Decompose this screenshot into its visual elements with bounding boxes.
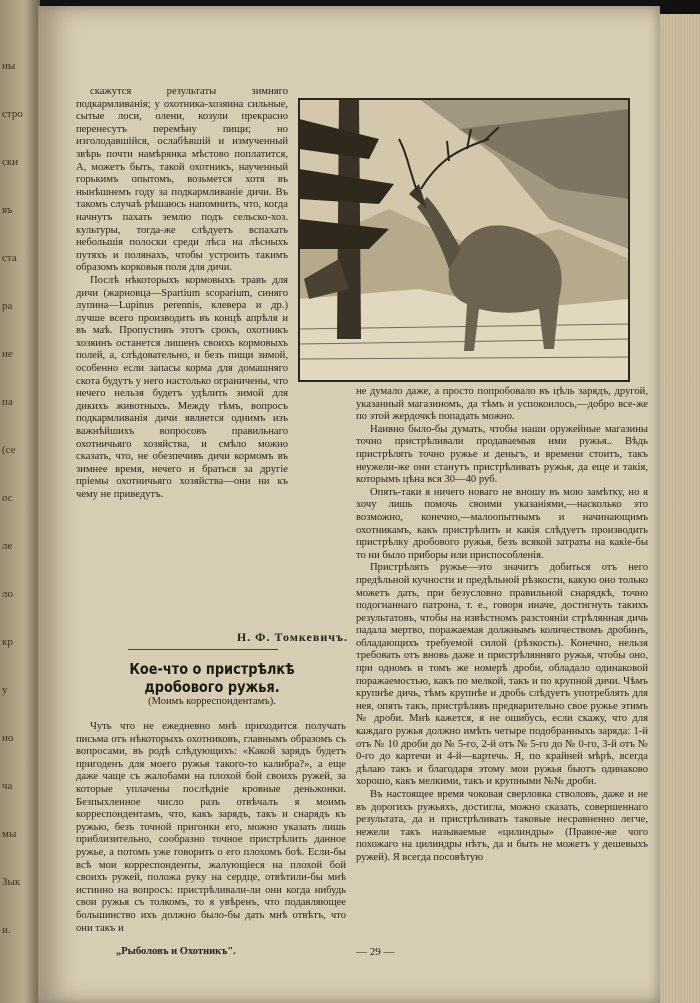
paragraph: Послѣ нѣкоторыхъ кормовыхъ травъ для дичи (жарновца—Spartium scoparium, синяго лупина—Lupinus perennis, клевера и др.) лучше всего производить въ концѣ апрѣля и въ маѣ. Пропустивъ этотъ срокъ, охотникъ хозяинъ останется лишенъ своихъ кормовыхъ полей, а, слѣдовательно, и безъ пищи зимой, особенно если запасы корма для домашняго скота будутъ у него настолько ограничены, что нечего нельзя будетъ удѣлить зимой для дикихъ животныхъ. Между тѣмъ, вопросъ подкармливанія дичи является однимъ изъ важнѣйшихъ вопросовъ правильнаго охотничьяго хозяйства, и смѣло можно сказать, что, не обезпечивъ дичи кормомъ въ зимнее время, нечего и браться за другіе пріемы охотничьяго хозяйства—они ни къ чему не приведутъ. (76, 274, 288, 500)
previous-page-fragment: не (2, 348, 13, 360)
previous-page-fragment: но (2, 732, 14, 744)
previous-page-fragment: ле (2, 540, 13, 552)
section-divider (128, 649, 278, 650)
previous-page-edge (0, 0, 40, 1003)
stag-engraving-image (299, 99, 629, 381)
article-title: Кое-что о пристрѣлкѣ дробового ружья. (129, 660, 295, 696)
article-right-column (356, 386, 648, 865)
previous-page-fragment: (се (2, 444, 16, 456)
previous-page-fragment: ски (2, 156, 19, 168)
journal-name-footer: „Рыболовъ и Охотникъ". (116, 946, 236, 957)
previous-page-fragment: ло (2, 588, 13, 600)
previous-page-fragment: у (2, 684, 8, 696)
previous-page-fragment: и. (2, 924, 11, 936)
paragraph: Чуть что не ежедневно мнѣ приходится получать письма отъ нѣкоторыхъ охотниковъ, главнымъ образомъ съ вопросами, въ родѣ слѣдующихъ: «Какой зарядъ будетъ пригоденъ для моего ружья такого-то калибра?», а еще даже чаще съ жалобами на плохой бой своихъ ружей, за которые уплачены послѣдніе кровные деньжонки. Безпыхленное число разъ отвѣчалъ я моимъ корреспондентамъ, что, какъ зарядъ, такъ и снарядъ къ ружью, безъ точной пригонки его, можно указать лишь приблизительно, сообразно точное пристрѣлить данное ружье, а потомъ уже говорить о его плохомъ боѣ. Если-бы всѣ мои корреспонденты, жалующіеся на плохой бой своихъ ружей, положа руку на сердце, отвѣтили-бы мнѣ истинно на вопросъ: пристрѣливали-ли они когда нибудь свои ружья съ толкомъ, то я увѣренъ, что подавляющее большинство ихъ должно было-бы дать мнѣ отвѣтъ, что они такъ и (76, 721, 346, 934)
previous-page-fragment: ста (2, 252, 17, 264)
previous-page-fragment: па (2, 396, 13, 408)
previous-page-fragment: въ (2, 204, 13, 216)
previous-page-fragment: кр (2, 636, 13, 648)
previous-page-fragment: стро (2, 108, 23, 120)
previous-page-fragment: ра (2, 300, 13, 312)
previous-page-fragment: ос (2, 492, 13, 504)
previous-page-fragment: ны (2, 60, 16, 72)
article-byline: (Моимъ корреспондентамъ). (148, 696, 276, 707)
previous-page-fragment: мы (2, 828, 17, 840)
page-number: — 29 — (356, 946, 395, 958)
journal-page (38, 6, 660, 1003)
previous-page-fragment: Зык (2, 876, 21, 888)
previous-page-fragment: ча (2, 780, 13, 792)
paragraph: не думало даже, а просто попробовало въ цѣль зарядъ, другой, указанный магазиномъ, да тѣмъ и успокоилось,—добро все-же по этой жердочкѣ попадать можно. (356, 386, 648, 423)
page-stack-edge (656, 14, 700, 1003)
paragraph: скажутся результаты зимняго подкармливанія; у охотника-хозяина сильные, сытые лоси, олени, козули прекрасно перенесутъ перемѣну пищи; но изголодавшійся, ослабѣвшій и измученный звѣрь почти намѣрянка мѣстово поплатится, А, можетъ быть, такой охотникъ, наученный горькимъ опытомъ, возьмется хотя въ нынѣшнемъ году за подкармливаніе дичи. Въ такомъ случаѣ рѣшаюсь напомнить, что, когда начнутъ пахать землю подъ сельско-хоз. культуры, тогда-же слѣдуетъ вспахать небольшія полоски среди лѣса на лѣсныхъ путяхъ и полянахъ, чтобы устроить такимъ образомъ корковыя поля для дичи. (76, 86, 288, 274)
article-left-column (76, 721, 346, 935)
left-column-continuation (76, 86, 288, 502)
paragraph: Опять-таки я ничего новаго не вношу въ мою замѣтку, но я хочу лишь помочь своими указаніями,—насколько это возможно, конечно,—малоопытнымъ и начинающимъ охотникамъ, какъ пристрѣлить и какія слѣдуетъ производить пристрѣлку дробового ружья, безъ всякой затраты на какіе-бы то ни было приборы или приспособленія. (356, 486, 648, 561)
paragraph: Въ настоящее время чоковая сверловка стволовъ, даже и не въ дорогихъ ружьяхъ, достигла, можно сказать, совершеннаго результата, да и пристрѣливать таковые несравненно легче, нежели такъ называемые «цилиндры» (Правое-же чого похожаго на цилиндры нѣтъ, да и быть не можетъ у дешевыхъ ружей). Я всегда посовѣтую (356, 789, 648, 863)
paragraph: Пристрѣлять ружье—это значитъ добиться отъ него предѣльной кучности и предѣльной рѣзкости, какую оно только можетъ дать, при безусловно правильной снарядкѣ, точно подогнаннаго патрона, т. е., говоря иначе, достигнуть такихъ результатовъ, чтобы на извѣстномъ разстояніи стрѣлянная дичь падала мертво, поражаемая должнымъ количествомъ дробинъ, обладающихъ требуемой силой (рѣзкость). Конечно, нельзя требовать отъ вновь даже и пристрѣлянняго ружья, чтобы оно, при одномъ и томъ же номерѣ дроби, обладало одинаковой поражаемостью, какъ по мелкой, такъ и по крупной дичи. Чѣмъ крупнѣе дичь, тѣмъ крупнѣе и дробь слѣдуетъ употреблять для нея, опять такъ, пристрѣлявъ предварительно свое ружье этимъ № дроби. Мнѣ кажется, я не ошибусь, если скажу, что для каждаго ружья должно имѣть четыре подобранныхъ заряда: 1-й отъ № 10 дроби до № 5-го, 2-й отъ № 5-го до № 0-го, 3-й отъ № 0-го до картечи и 4-й—картечь. Я, по крайней мѣрѣ, всегда дѣлаю такъ и благодаря этому мои ружья бьютъ одинаково хорошо, какъ мелкими, такъ и крупными №№ дроби. (356, 562, 648, 788)
paragraph: Наивно было-бы думать, чтобы наши оружейные магазины точно пристрѣливали продаваемыя ими ружья.. Вѣдь пристрѣлять точно ружье и деньгъ, и времени стоитъ, такъ неужели-же они станутъ пристрѣливать ружья, да еще и такія, которымъ цѣна вся 30—40 руб. (356, 423, 648, 486)
deer-illustration (298, 98, 630, 382)
author-signature: Н. Ф. Томкевичъ. (236, 630, 348, 644)
